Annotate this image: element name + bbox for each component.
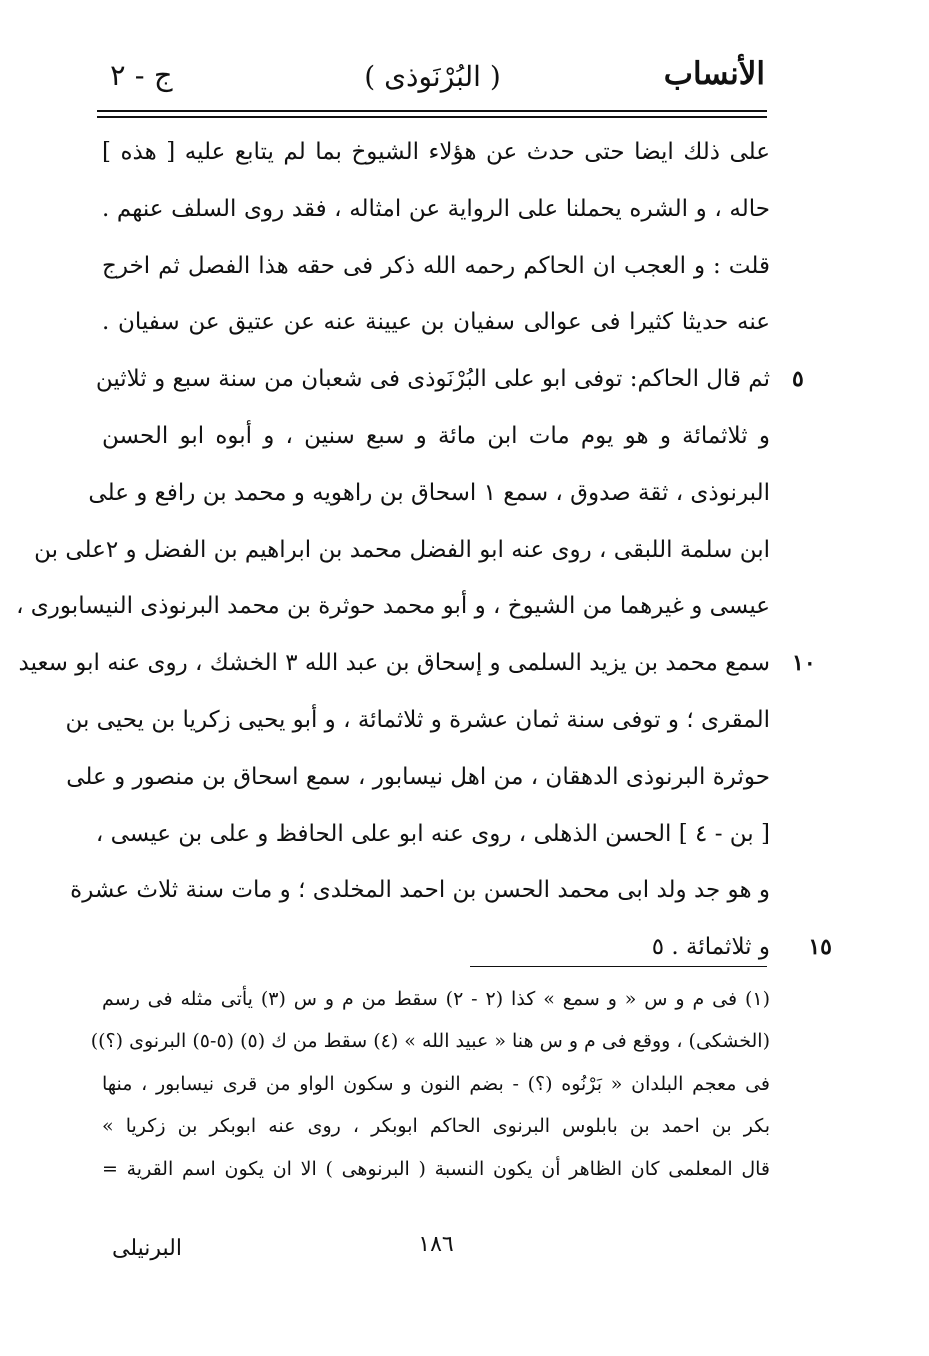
text-line — [102, 181, 770, 238]
book-title: الأنساب — [663, 56, 765, 92]
catchword: البرنيلى — [112, 1236, 182, 1261]
text-line — [88, 465, 770, 522]
header-rule-top — [97, 110, 767, 112]
header-rule-bottom — [97, 116, 767, 118]
line-text: حوثرة البرنوذى الدهقان ، من اهل نيسابور ، سمع اسحاق بن منصور و على — [66, 763, 770, 790]
main-text — [16, 124, 832, 976]
entry-title: ( البُرْنَوذى ) — [364, 60, 501, 93]
line-number: ٥ — [792, 366, 804, 393]
footnote-separator — [470, 966, 767, 967]
text-line — [95, 806, 770, 863]
line-text: على ذلك ايضا حتى حدث عن هؤلاء الشيوخ بما لم يتابع عليه [ هذه ] — [102, 139, 770, 165]
footnote-line: قال المعلمى كان الظاهر أن يكون النسبة ( البرنوهى ) الا ان يكون اسم القرية = — [102, 1157, 770, 1180]
text-line — [18, 635, 816, 692]
line-text: و ثلاثمائة و هو يوم مات ابن مائة و سبع سنين ، و أبوه ابو الحسن — [102, 422, 770, 449]
line-text: سمع محمد بن يزيد السلمى و إسحاق بن عبد الله ٣ الخشك ، روى عنه ابو سعيد — [18, 650, 770, 677]
line-text: حاله ، و الشره يحملنا على الرواية عن امثاله ، فقد روى السلف عنهم . — [102, 195, 770, 222]
running-header — [100, 52, 765, 102]
page-footer — [102, 1228, 770, 1268]
line-text: و هو جد ولد ابى محمد الحسن بن احمد المخلدى ؛ و مات سنة ثلاث عشرة — [70, 877, 770, 904]
footnote-line: فى معجم البلدان « بَرْنُوه (؟) - بضم النون و سكون الواو من قرى نيسابور ، منها — [102, 1072, 770, 1095]
line-number: ١٠ — [792, 650, 816, 677]
text-line — [70, 862, 770, 919]
text-line — [95, 351, 804, 408]
text-line — [102, 294, 770, 351]
text-line — [102, 919, 832, 976]
text-line — [16, 578, 770, 635]
text-line — [102, 124, 770, 181]
footnotes — [90, 978, 771, 1190]
line-text: عنه حديثا كثيرا فى عوالى سفيان بن عيينة عنه عن عتيق عن سفيان . — [102, 309, 770, 336]
footnote-line: بكر بن احمد بن بابلوس البرنوى الحاكم ابوبكر ، روى عنه ابوبكر بن زكريا » — [102, 1115, 770, 1138]
text-line — [102, 408, 770, 465]
line-number: ١٥ — [808, 934, 832, 961]
line-text: ثم قال الحاكم: توفى ابو على البُرْنَوذى فى شعبان من سنة سبع و ثلاثين — [95, 366, 770, 393]
line-text: عيسى و غيرهما من الشيوخ ، و أبو محمد حوثرة بن محمد البرنوذى النيسابورى ، — [16, 593, 770, 620]
text-line — [66, 749, 770, 806]
text-line — [65, 692, 770, 749]
line-text: ابن سلمة اللبقى ، روى عنه ابو الفضل محمد بن ابراهيم بن الفضل و ٢على بن — [34, 536, 770, 563]
volume-label: ج - ٢ — [110, 58, 173, 92]
footnote-line: (١) فى م و س « و سمع » كذا (٢ - ٢) سقط من م و س (٣) يأتى مثله فى رسم — [102, 988, 771, 1010]
text-line — [102, 238, 770, 295]
text-line — [34, 522, 770, 579]
line-text: قلت : و العجب ان الحاكم رحمه الله ذكر فى حقه هذا الفصل ثم اخرج — [102, 252, 770, 279]
line-text: المقرى ؛ و توفى سنة ثمان عشرة و ثلاثمائة ، و أبو يحيى زكريا بن يحيى بن — [65, 706, 770, 733]
page-number: ١٨٦ — [418, 1232, 454, 1257]
line-text: البرنوذى ، ثقة صدوق ، سمع ١ اسحاق بن راهويه و محمد بن رافع و على — [88, 479, 770, 506]
line-text: و ثلاثمائة . ٥ — [651, 934, 770, 961]
line-text: [ بن - ٤ ] الحسن الذهلى ، روى عنه ابو على الحافظ و على بن عيسى ، — [95, 820, 770, 847]
footnote-line: (الخشكى) ، ووقع فى م و س هنا « عبيد الله » (٤) سقط من ك (٥) (٥-٥) البرنوى (؟)) — [90, 1030, 770, 1053]
